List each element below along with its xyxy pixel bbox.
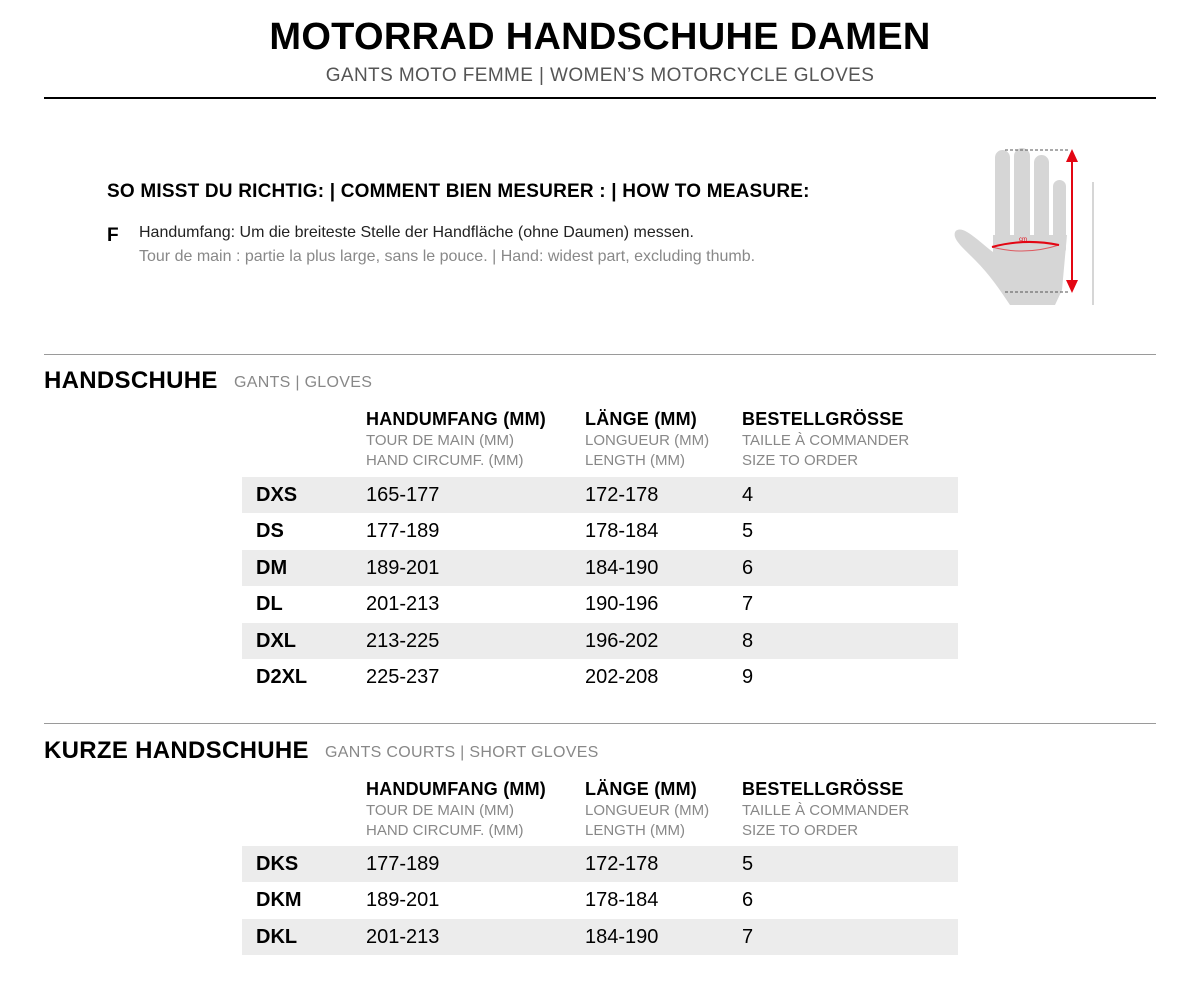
size-label: DXL (256, 629, 296, 652)
section-divider-gloves (44, 354, 1156, 355)
column-title: LÄNGE (MM) (585, 409, 697, 429)
gloves-column-header-order-size (742, 409, 909, 472)
column-title: BESTELLGRÖSSE (742, 779, 904, 799)
table-row (242, 586, 958, 622)
size-label: D2XL (256, 665, 308, 688)
column-title: HANDUMFANG (MM) (366, 779, 546, 799)
order-size: 9 (742, 665, 754, 688)
order-size: 6 (742, 556, 754, 579)
column-title-en: LENGTH (MM) (585, 452, 685, 469)
glove-length: 196-202 (585, 629, 659, 652)
column-title-fr: LONGUEUR (MM) (585, 802, 710, 819)
hand-circumference: 213-225 (366, 629, 440, 652)
measure-text-de: Handumfang: Um die breiteste Stelle der Handfläche (ohne Daumen) messen. (139, 224, 694, 241)
table-row (242, 477, 958, 513)
column-title-fr: TOUR DE MAIN (MM) (366, 432, 515, 449)
page-subtitle: GANTS MOTO FEMME | WOMEN’S MOTORCYCLE GLOVES (325, 65, 875, 86)
glove-length: 178-184 (585, 520, 659, 543)
order-size: 5 (742, 520, 754, 543)
column-title-fr: TAILLE À COMMANDER (742, 432, 910, 449)
table-row (242, 846, 958, 882)
size-label: DM (256, 556, 288, 579)
measure-text-fr-en: Tour de main : partie la plus large, sans le pouce. | Hand: widest part, excluding thumb. (139, 248, 756, 265)
column-title-fr: TAILLE À COMMANDER (742, 802, 910, 819)
short-gloves-column-header-order-size (742, 779, 909, 842)
glove-length: 190-196 (585, 593, 659, 616)
diagram-unit-label: cm (1019, 237, 1027, 243)
glove-length: 172-178 (585, 853, 659, 875)
section-divider-short-gloves (44, 723, 1156, 724)
column-title: BESTELLGRÖSSE (742, 409, 904, 429)
short-gloves-size-table (242, 846, 958, 955)
glove-length: 172-178 (585, 484, 659, 506)
hand-circumference: 177-189 (366, 853, 440, 875)
size-label: DL (256, 593, 283, 616)
column-title: HANDUMFANG (MM) (366, 409, 546, 429)
gloves-column-header-circumference (366, 409, 546, 472)
order-size: 6 (742, 889, 754, 912)
measure-heading: SO MISST DU RICHTIG: | COMMENT BIEN MESURER : | HOW TO MEASURE: (107, 181, 810, 202)
size-label: DKS (256, 853, 299, 875)
hand-circumference: 189-201 (366, 889, 440, 912)
order-size: 7 (742, 593, 754, 616)
measure-letter: F (107, 225, 119, 246)
section-title-gloves: HANDSCHUHE (44, 367, 218, 394)
page-title: MOTORRAD HANDSCHUHE DAMEN (269, 16, 931, 58)
column-title-en: SIZE TO ORDER (742, 452, 859, 469)
order-size: 5 (742, 853, 754, 875)
order-size: 7 (742, 925, 754, 948)
column-title-en: SIZE TO ORDER (742, 822, 859, 839)
hand-circumference: 201-213 (366, 925, 440, 948)
order-size: 4 (742, 484, 754, 506)
hand-icon (955, 148, 1067, 305)
gloves-size-table (242, 477, 958, 695)
table-row (242, 919, 958, 955)
table-row (242, 623, 958, 659)
glove-length: 202-208 (585, 665, 659, 688)
column-title: LÄNGE (MM) (585, 779, 697, 799)
size-label: DKM (256, 889, 302, 912)
hand-circumference: 177-189 (366, 520, 440, 543)
glove-length: 184-190 (585, 925, 659, 948)
column-title-fr: LONGUEUR (MM) (585, 432, 710, 449)
size-label: DKL (256, 925, 298, 948)
glove-length: 178-184 (585, 889, 659, 912)
section-title-short-gloves: KURZE HANDSCHUHE (44, 737, 309, 764)
hand-measure-diagram (945, 140, 1105, 315)
order-size: 8 (742, 629, 754, 652)
column-title-en: HAND CIRCUMF. (MM) (366, 452, 524, 469)
section-subtitle-gloves: GANTS | GLOVES (234, 374, 373, 391)
gloves-column-header-length (585, 409, 709, 472)
table-row (242, 882, 958, 918)
column-title-en: HAND CIRCUMF. (MM) (366, 822, 524, 839)
short-gloves-column-header-length (585, 779, 709, 842)
column-title-fr: TOUR DE MAIN (MM) (366, 802, 515, 819)
table-row (242, 513, 958, 549)
hand-circumference: 165-177 (366, 484, 440, 506)
length-arrow-icon (1066, 149, 1078, 293)
hand-circumference: 225-237 (366, 665, 440, 688)
table-row (242, 659, 958, 695)
header-divider (44, 97, 1156, 99)
size-label: DS (256, 520, 284, 543)
short-gloves-column-header-circumference (366, 779, 546, 842)
table-row (242, 550, 958, 586)
hand-circumference: 201-213 (366, 593, 440, 616)
section-subtitle-short-gloves: GANTS COURTS | SHORT GLOVES (325, 744, 599, 761)
size-label: DXS (256, 484, 298, 506)
column-title-en: LENGTH (MM) (585, 822, 685, 839)
glove-length: 184-190 (585, 556, 659, 579)
hand-circumference: 189-201 (366, 556, 440, 579)
